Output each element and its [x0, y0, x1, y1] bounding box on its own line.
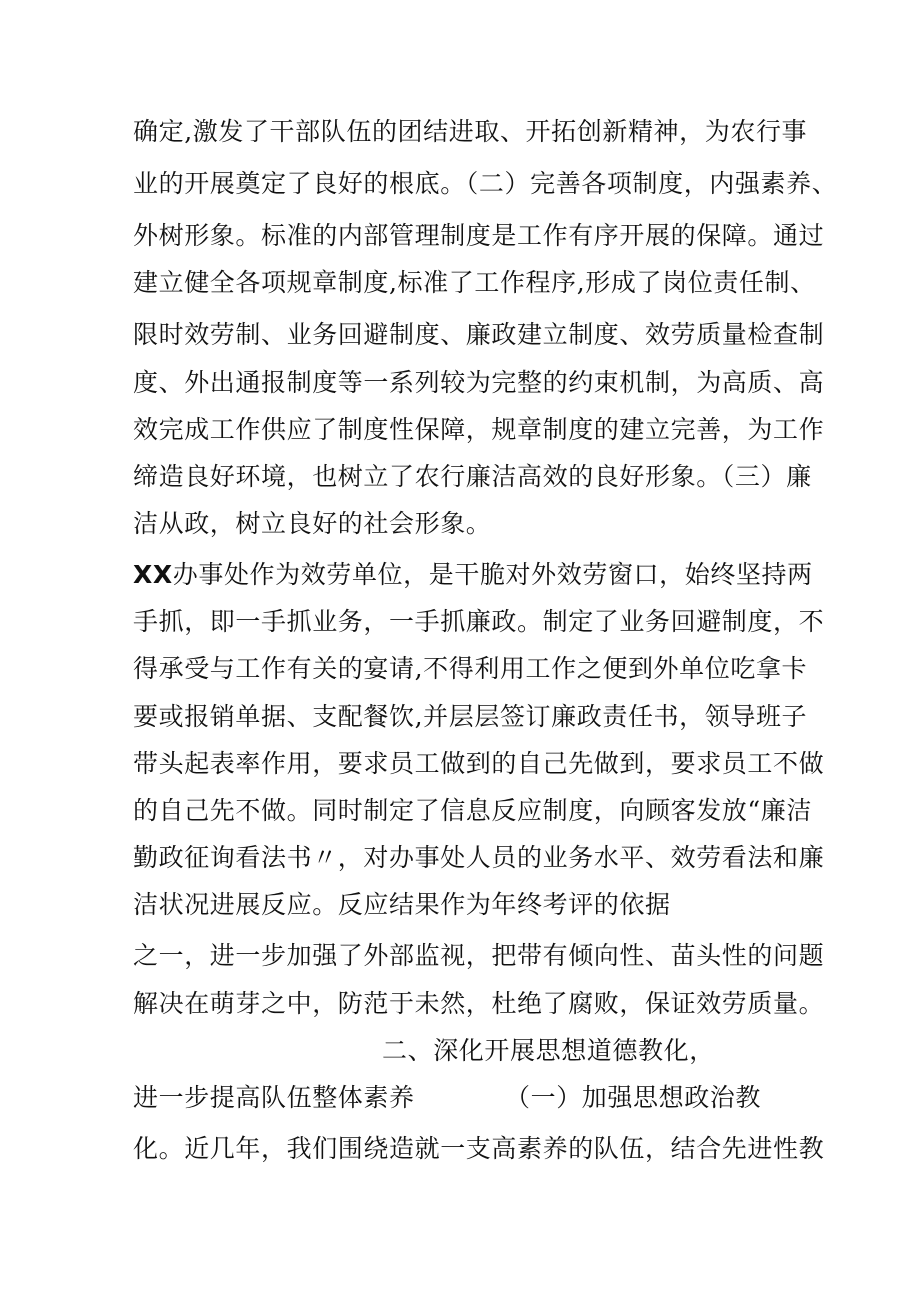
section-heading: 二、深化开展思想道德教化，: [382, 1036, 715, 1065]
paragraph-first-text: 办事处作为效劳单位，是干脆对外效劳窗口，始终坚持两: [172, 560, 813, 589]
text-line: 洁从政，树立良好的社会形象。: [133, 509, 492, 538]
text-line: 限时效劳制、业务回避制度、廉政建立制度、效劳质量检查制: [133, 320, 825, 349]
text-line: 的自己先不做。同时制定了信息反应制度，向顾客发放“廉洁: [133, 796, 812, 825]
text-line: 得承受与工作有关的宴请,不得利用工作之便到外单位吃拿卡: [133, 654, 808, 683]
text-line: 要或报销单据、支配餐饮,并层层签订廉政责任书，领导班子: [133, 702, 808, 731]
text-line: 业的开展奠定了良好的根底。（二）完善各项制度，内强素养、: [133, 169, 838, 198]
text-line: 度、外出通报制度等一系列较为完整的约束机制，为高质、高: [133, 368, 825, 397]
text-line: 缔造良好环境，也树立了农行廉洁高效的良好形象。（三）廉: [133, 462, 812, 491]
paragraph-first-line: [133, 560, 813, 590]
office-name-prefix: XX: [133, 560, 173, 589]
text-line: 带头起表率作用，要求员工做到的自己先做到，要求员工不做: [133, 749, 825, 778]
text-line: 化。近几年，我们围绕造就一支高素养的队伍，结合先进性教: [133, 1134, 825, 1163]
subsection-heading: （一）加强思想政治教: [505, 1083, 762, 1112]
text-line: 之一，进一步加强了外部监视，把带有倾向性、苗头性的问题: [133, 941, 825, 970]
text-line: 洁状况进展反应。反应结果作为年终考评的依据: [133, 890, 671, 919]
text-line: 解决在萌芽之中，防范于未然，杜绝了腐败，保证效劳质量。: [133, 989, 825, 1018]
text-line: 确定,激发了干部队伍的团结进取、开拓创新精神，为农行事: [133, 117, 808, 146]
text-line: 勤政征询看法书〃，对办事处人员的业务水平、效劳看法和廉: [133, 843, 825, 872]
text-line: 效完成工作供应了制度性保障，规章制度的建立完善，为工作: [133, 415, 825, 444]
text-line: 外树形象。标准的内部管理制度是工作有序开展的保障。通过: [133, 221, 825, 250]
text-line: 手抓，即一手抓业务，一手抓廉政。制定了业务回避制度，不: [133, 607, 825, 636]
text-line: 建立健全各项规章制度,标准了工作程序,形成了岗位责任制、: [133, 268, 816, 297]
section-heading-continued: 进一步提高队伍整体素养: [133, 1083, 415, 1112]
